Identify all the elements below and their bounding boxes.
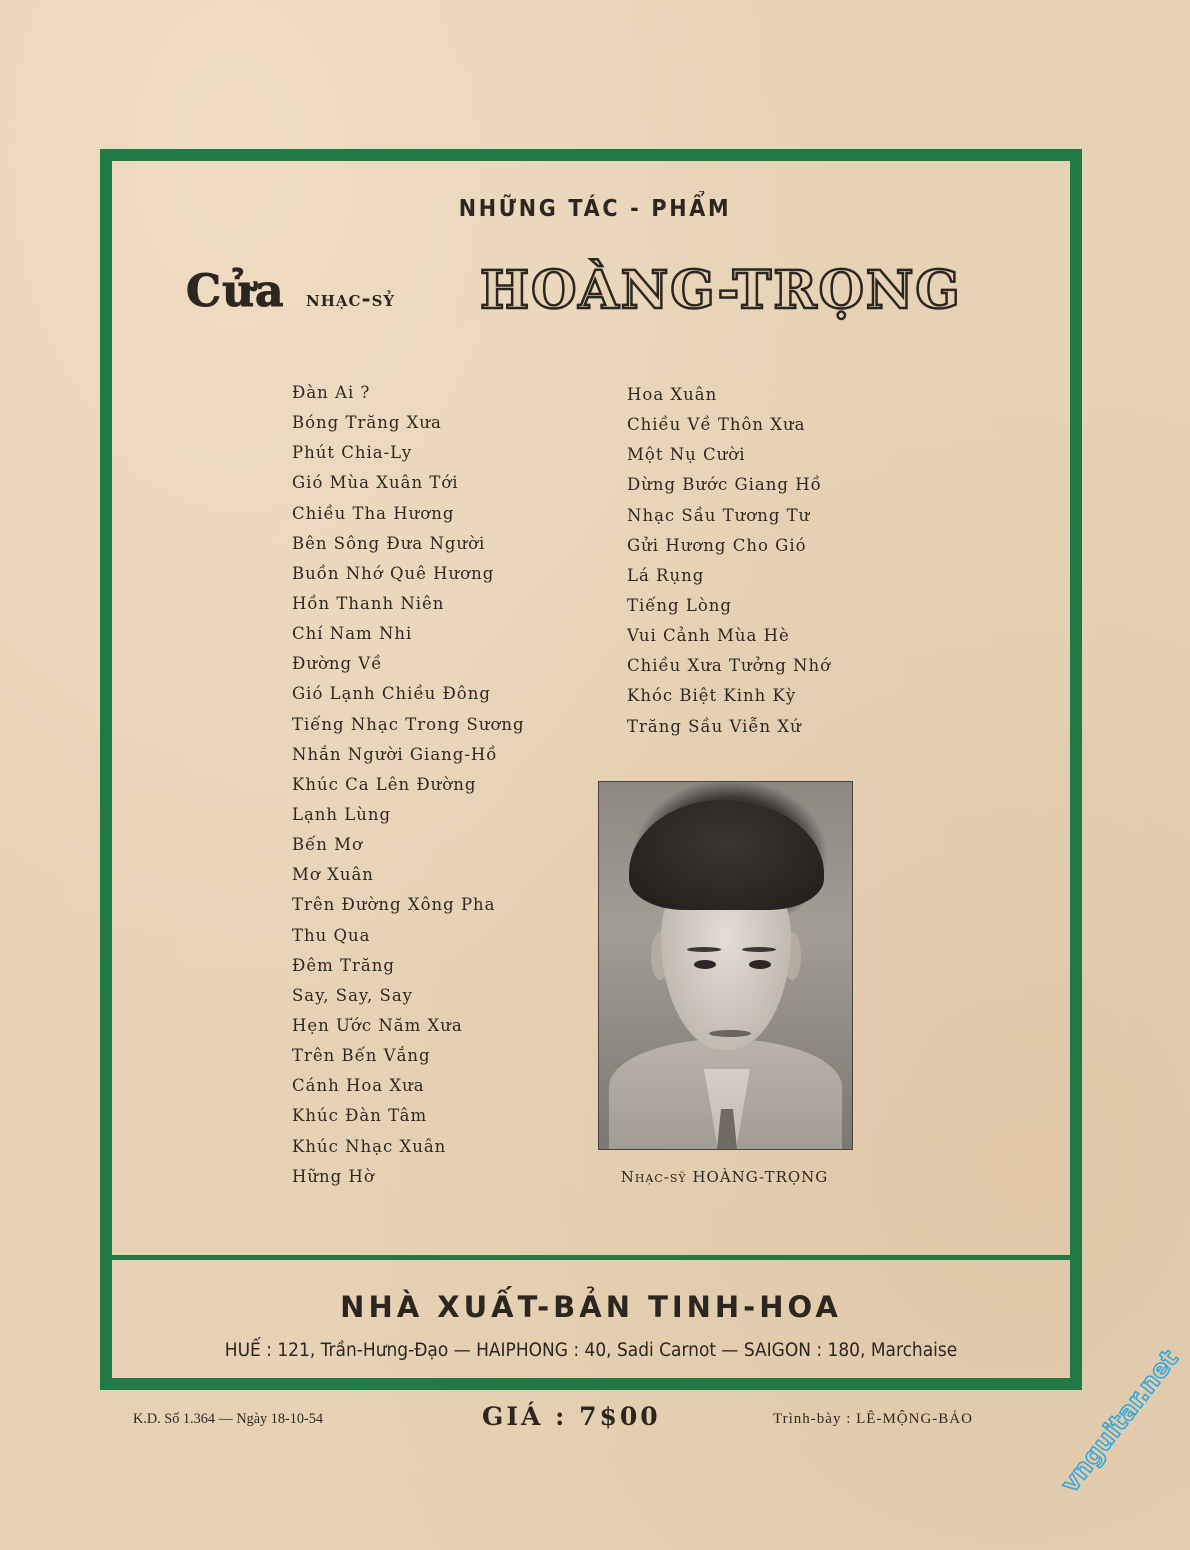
composer-name-title: HOÀNG-TRỌNG [480,260,962,321]
title-middle: nhạc-sỷ [306,286,396,312]
song-title: Say, Say, Say [292,985,413,1005]
portrait-eye-left [694,960,716,969]
song-title: Chiều Về Thôn Xưa [627,415,806,435]
song-title: Đường Về [292,654,383,674]
license-number: K.D. Số 1.364 — Ngày 18-10-54 [133,1411,323,1427]
song-title: Gió Lạnh Chiều Đông [292,684,491,704]
song-title: Khúc Nhạc Xuân [292,1136,447,1156]
composer-portrait-photo [598,781,853,1150]
song-title: Một Nụ Cười [627,445,746,465]
song-list-left [292,378,525,1192]
song-title: Nhạc Sầu Tương Tư [627,505,811,525]
song-title: Gió Mùa Xuân Tới [292,473,459,493]
song-title: Bến Mơ [292,835,363,855]
song-title: Khúc Đàn Tâm [292,1106,428,1126]
song-title: Trăng Sầu Viễn Xứ [627,716,802,736]
publisher-name: NHÀ XUẤT-BẢN TINH-HOA [340,1290,842,1324]
portrait-brow-left [687,947,721,952]
song-title: Phút Chia-Ly [292,443,413,463]
portrait-eye-right [749,960,771,969]
song-title: Lạnh Lùng [292,804,392,824]
caption-prefix: Nhạc-sỹ [620,1168,687,1186]
song-title: Gửi Hương Cho Gió [627,535,807,555]
song-title: Trên Bến Vắng [292,1046,431,1066]
price: GIÁ : 7$00 [482,1402,661,1431]
photo-caption [598,1168,851,1186]
song-title: Chiều Tha Hương [292,503,455,523]
song-title: Khúc Ca Lên Đường [292,774,477,794]
song-title: Nhắn Người Giang-Hồ [292,744,498,764]
song-title: Đêm Trăng [292,955,395,975]
song-title: Buồn Nhớ Quê Hương [292,563,495,583]
song-list-right [627,380,831,742]
song-title: Tiếng Lòng [627,595,732,615]
portrait-brow-right [742,947,776,952]
song-title: Hững Hờ [292,1166,375,1186]
song-title: Bên Sông Đưa Người [292,533,486,553]
watermark-text: vnguitar.net [1055,1344,1184,1498]
portrait-hair [629,800,824,910]
caption-name: HOÀNG-TRỌNG [692,1168,829,1186]
song-title: Cánh Hoa Xưa [292,1076,425,1096]
song-title: Hẹn Ước Năm Xưa [292,1015,463,1035]
song-title: Tiếng Nhạc Trong Sương [292,714,525,734]
heading-title [180,258,1010,328]
heading-subtitle: NHỮNG TÁC - PHẨM [458,196,732,222]
song-title: Dừng Bước Giang Hồ [627,475,822,495]
song-title: Trên Đường Xông Pha [292,895,496,915]
green-border-frame [100,149,1082,1390]
publisher-divider-line [112,1255,1070,1260]
song-title: Hồn Thanh Niên [292,593,445,613]
song-title: Lá Rụng [627,565,705,585]
portrait-mouth [709,1030,751,1037]
song-title: Chí Nam Nhi [292,624,413,644]
song-title: Thu Qua [292,925,371,945]
song-title: Khóc Biệt Kinh Kỳ [627,686,797,706]
title-prefix: Cửa [186,266,285,317]
publisher-address: HUẾ : 121, Trần-Hưng-Đạo — HAIPHONG : 40, Sadi Carnot — SAIGON : 180, Marchaise [224,1340,958,1361]
song-title: Mơ Xuân [292,865,374,885]
song-title: Hoa Xuân [627,385,718,404]
song-title: Vui Cảnh Mùa Hè [627,626,790,646]
design-credit: Trình-bày : LÊ-MỘNG-BẢO [773,1411,973,1427]
song-title: Đàn Ai ? [292,383,371,402]
song-title: Bóng Trăng Xưa [292,413,442,433]
song-title: Chiều Xưa Tưởng Nhớ [627,656,832,676]
